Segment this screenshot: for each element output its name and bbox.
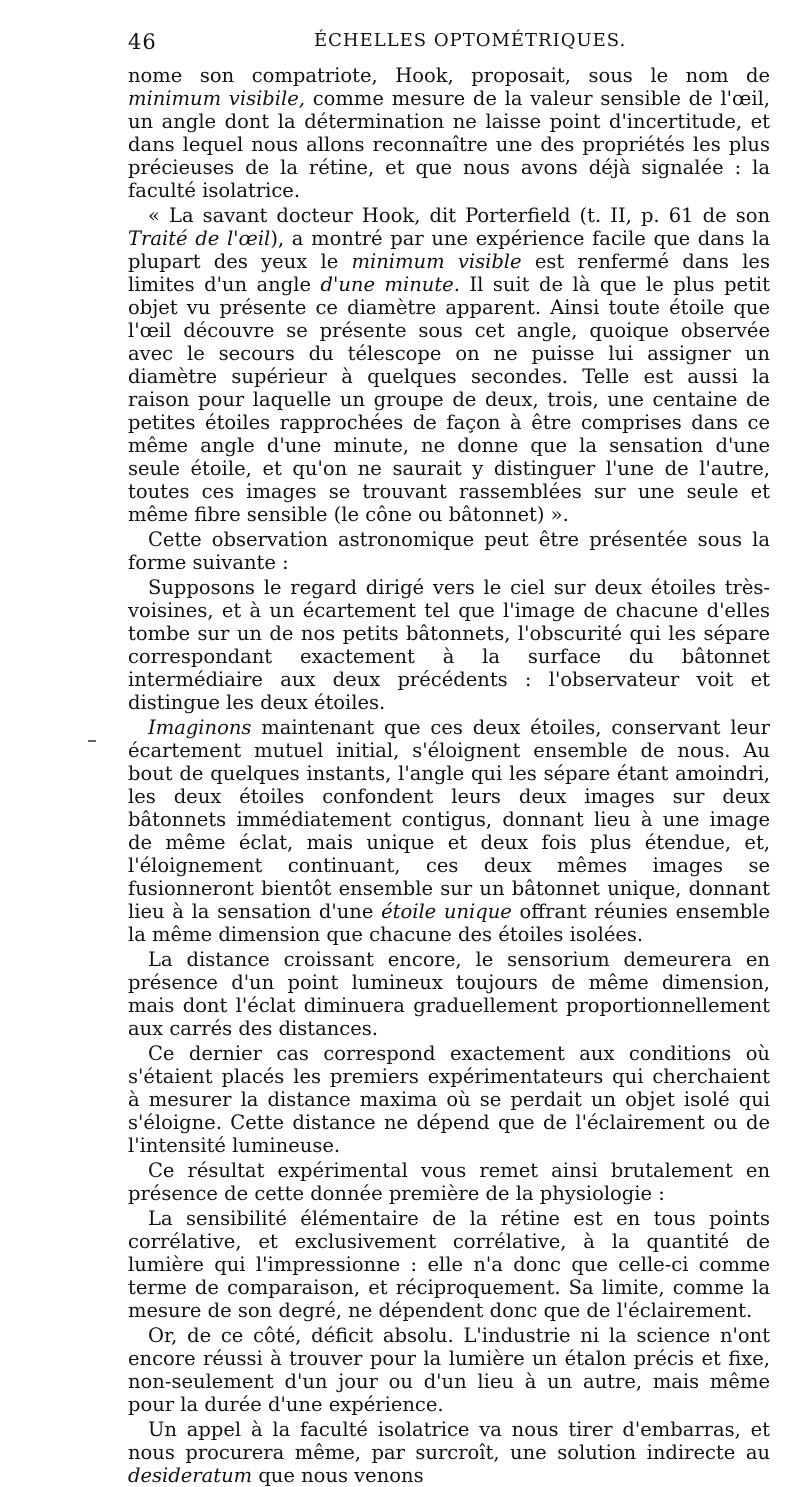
paragraph [128, 1042, 770, 1157]
paragraph [128, 1207, 770, 1322]
text-run: Un appel à la faculté isolatrice va nous tirer d'embarras, et nous procurera même, par surcroît, une solution indirecte au [128, 1418, 770, 1464]
running-title: ÉCHELLES OPTOMÉTRIQUES. [314, 30, 627, 51]
paragraph [128, 1418, 770, 1487]
paragraph [128, 64, 770, 202]
text-run: Ce résultat expérimental vous remet ainsi brutalement en présence de cette donnée première de la physiologie : [128, 1159, 770, 1205]
text-run: comme mesure de la valeur sensible de l'œil, un angle dont la détermination ne laisse point d'incertitude, et dans lequel nous allons reconnaître une des propriétés les plus précieuses de la rétine, et que nous avons déjà signalée : la faculté isolatrice. [128, 87, 770, 202]
body-text [128, 64, 770, 1487]
running-header [128, 26, 770, 64]
margin-dash-mark [88, 740, 96, 742]
italic-text-run: desideratum [128, 1464, 253, 1487]
text-run: nome son compatriote, Hook, proposait, sous le nom de [128, 64, 770, 87]
italic-text-run: d'une minute [320, 273, 454, 296]
text-run: Or, de ce côté, déficit absolu. L'industrie ni la science n'ont encore réussi à trouver pour la lumière un étalon précis et fixe, non-seulement d'un jour ou d'un lieu à un autre, mais même pour la durée d'une expérience. [128, 1324, 770, 1416]
paragraph [128, 204, 770, 526]
text-run: Ce dernier cas correspond exactement aux conditions où s'étaient placés les premiers expérimentateurs qui cherchaient à mesurer la distance maxima où se perdait un objet isolé qui s'éloigne. Cette distance ne dépend que de l'éclairement ou de l'intensité lumineuse. [128, 1042, 770, 1157]
text-run: « La savant docteur Hook, dit Porterfield (t. II, p. 61 de son [148, 204, 770, 227]
text-run: La distance croissant encore, le sensorium demeurera en présence d'un point lumineux toujours de même dimension, mais dont l'éclat diminuera graduellement proportionnellement aux carrés des distances. [128, 948, 770, 1040]
text-run: que nous venons [252, 1464, 424, 1487]
text-run: Supposons le regard dirigé vers le ciel sur deux étoiles très-voisines, et à un écartement tel que l'image de chacune d'elles tombe sur un de nos petits bâtonnets, l'obscurité qui les sépare correspondant exactement à la surface du bâtonnet intermédiaire aux deux précédents : l'observateur voit et distingue les deux étoiles. [128, 576, 770, 714]
paragraph [128, 576, 770, 714]
text-run: . Il suit de là que le plus petit objet vu présente ce diamètre apparent. Ainsi toute étoile que l'œil découvre se présente sous cet angle, quoique observée avec le secours du télescope on ne puisse lui assigner un diamètre supérieur à quelques secondes. Telle est aussi la raison pour laquelle un groupe de deux, trois, une centaine de petites étoiles rapprochées de façon à être comprises dans ce même angle d'une minute, ne donne que la sensation d'une seule étoile, et qu'on ne saurait y distinguer l'une de l'autre, toutes ces images se trouvant rassemblées sur une seule et même fibre sensible (le cône ou bâtonnet) ». [128, 273, 770, 526]
paragraph [128, 1324, 770, 1416]
text-run: offrant réunies ensemble la même dimension que chacune des étoiles isolées. [128, 900, 770, 946]
text-run: ), a montré par une expérience facile que dans la plupart des yeux le [128, 227, 771, 273]
italic-text-run: minimum visibile, [128, 87, 306, 110]
italic-text-run: Traité de l'œil [128, 227, 271, 250]
page-number: 46 [128, 30, 157, 54]
italic-text-run: minimum visible [351, 250, 522, 273]
text-run: est renfermé dans les limites d'un angle [128, 250, 770, 296]
text-run: La sensibilité élémentaire de la rétine est en tous points corrélative, et exclusivement corrélative, à la quantité de lumière qui l'impressionne : elle n'a donc que celle-ci comme terme de comparaison, et réciproquement. Sa limite, comme la mesure de son degré, ne dépendent donc que de l'éclairement. [128, 1207, 770, 1322]
paragraph [128, 1159, 770, 1205]
text-run: maintenant que ces deux étoiles, conservant leur écartement mutuel initial, s'éloignent ensemble de nous. Au bout de quelques instants, l'angle qui les sépare étant amoindri, les deux étoiles confondent leurs deux images sur deux bâtonnets immédiatement contigus, donnant lieu à une image de même éclat, mais unique et deux fois plus étendue, et, l'éloignement continuant, ces deux mêmes images se fusionneront bientôt ensemble sur un bâtonnet unique, donnant lieu à la sensation d'une [128, 716, 770, 923]
italic-text-run: Imaginons [148, 716, 252, 739]
text-run: Cette observation astronomique peut être présentée sous la forme suivante : [128, 528, 770, 574]
paragraph [128, 948, 770, 1040]
paragraph [128, 716, 770, 946]
italic-text-run: étoile unique [381, 900, 512, 923]
paragraph [128, 528, 770, 574]
